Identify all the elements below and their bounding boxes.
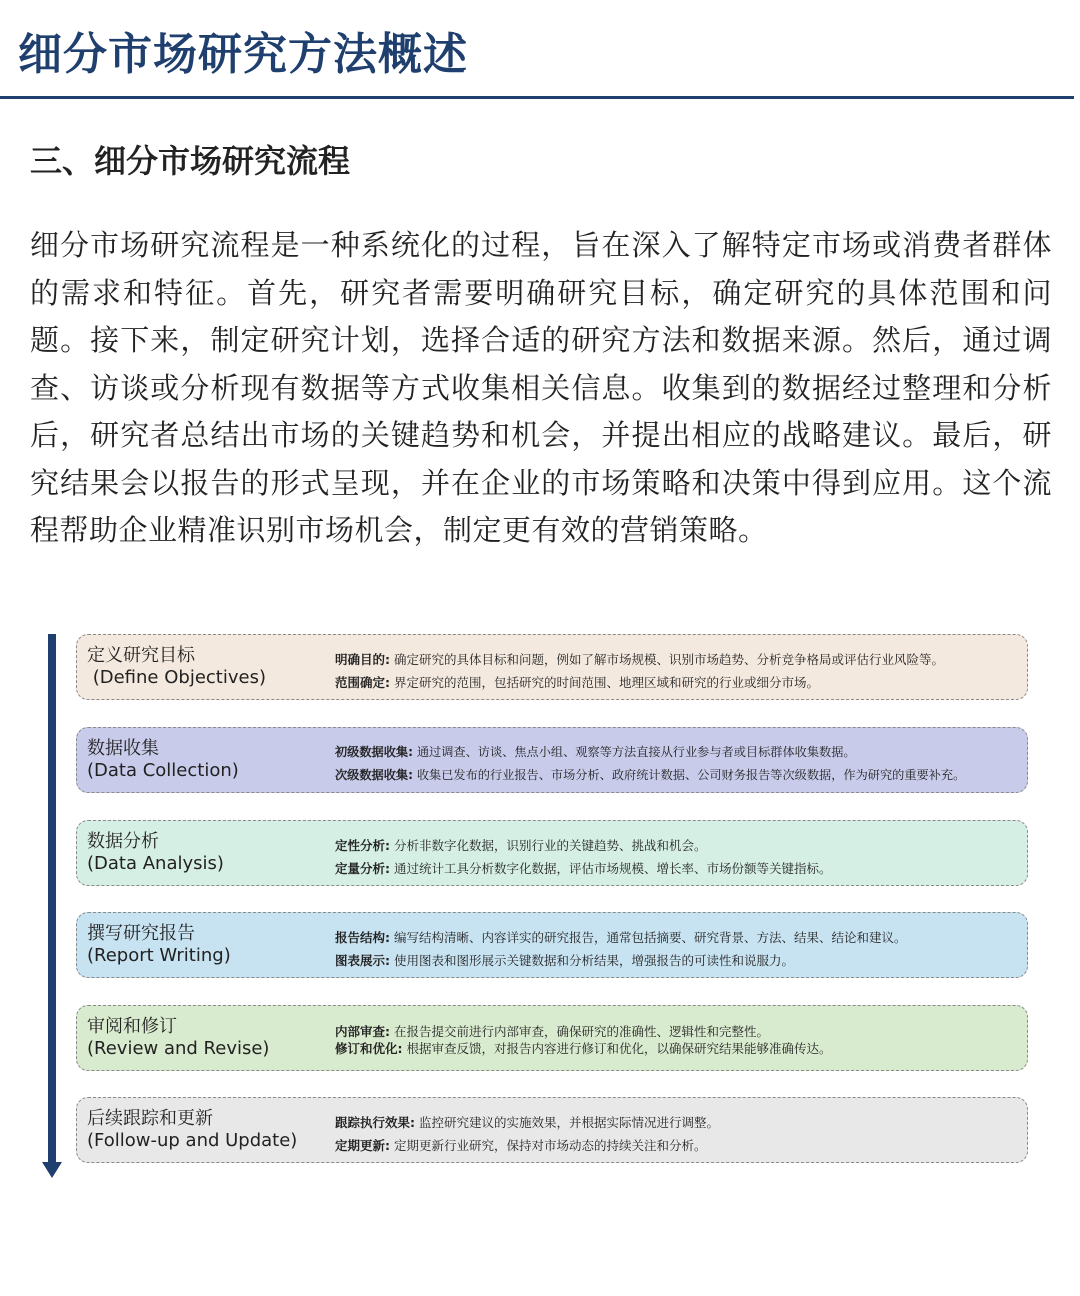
step-data-collection — [76, 727, 1028, 793]
step-title — [87, 831, 224, 875]
step-item — [335, 648, 1019, 671]
step-description — [335, 648, 1019, 694]
step-item — [335, 764, 1019, 787]
step-item — [335, 1134, 1019, 1157]
step-item-label: 范围确定: — [335, 675, 390, 690]
step-item — [335, 834, 1019, 857]
step-item-label: 图表展示: — [335, 953, 390, 968]
step-item-label: 跟踪执行效果: — [335, 1115, 415, 1130]
step-review-revise — [76, 1005, 1028, 1071]
step-title-en: (Data Analysis) — [87, 853, 224, 874]
step-item-text: 编写结构清晰、内容详实的研究报告，通常包括摘要、研究背景、方法、结果、结论和建议。 — [390, 930, 907, 945]
step-title-cn: 审阅和修订 — [87, 1016, 177, 1037]
step-title-cn: 撰写研究报告 — [87, 923, 195, 944]
step-follow-up-update — [76, 1097, 1028, 1163]
step-item-text: 根据审查反馈，对报告内容进行修订和优化，以确保研究结果能够准确传达。 — [402, 1041, 832, 1056]
step-title-cn: 数据分析 — [87, 831, 159, 852]
step-item-text: 定期更新行业研究，保持对市场动态的持续关注和分析。 — [390, 1138, 707, 1153]
step-description — [335, 926, 1019, 972]
step-title — [87, 1108, 297, 1152]
step-item-text: 使用图表和图形展示关键数据和分析结果，增强报告的可读性和说服力。 — [390, 953, 794, 968]
step-define-objectives — [76, 634, 1028, 700]
title-divider — [0, 96, 1074, 99]
step-data-analysis — [76, 820, 1028, 886]
step-item-text: 通过统计工具分析数字化数据，评估市场规模、增长率、市场份额等关键指标。 — [390, 861, 832, 876]
step-item-text: 在报告提交前进行内部审查，确保研究的准确性、逻辑性和完整性。 — [390, 1024, 769, 1039]
step-title — [87, 738, 239, 782]
section-heading: 三、细分市场研究流程 — [30, 142, 351, 180]
step-item-label: 明确目的: — [335, 652, 390, 667]
step-title-cn: 定义研究目标 — [87, 645, 195, 666]
intro-paragraph: 细分市场研究流程是一种系统化的过程，旨在深入了解特定市场或消费者群体的需求和特征。首先，研究者需要明确研究目标，确定研究的具体范围和问题。接下来，制定研究计划，选择合适的研究方法和数据来源。然后，通过调查、访谈或分析现有数据等方式收集相关信息。收集到的数据经过整理和分析后，研究者总结出市场的关键趋势和机会，并提出相应的战略建议。最后，研究结果会以报告的形式呈现，并在企业的市场策略和决策中得到应用。这个流程帮助企业精准识别市场机会，制定更有效的营销策略。 — [30, 228, 1052, 547]
step-item — [335, 1111, 1019, 1134]
step-item-label: 修订和优化: — [335, 1041, 403, 1056]
step-item-label: 定量分析: — [335, 861, 390, 876]
step-item — [335, 741, 1019, 764]
step-item-label: 定性分析: — [335, 838, 390, 853]
step-title-en: (Define Objectives) — [87, 667, 266, 688]
step-title — [87, 645, 266, 689]
step-description — [335, 741, 1019, 787]
step-item-label: 次级数据收集: — [335, 768, 413, 782]
step-item-text: 界定研究的范围，包括研究的时间范围、地理区域和研究的行业或细分市场。 — [390, 675, 819, 690]
step-description — [335, 1111, 1019, 1157]
step-title-en: (Review and Revise) — [87, 1038, 270, 1059]
step-title — [87, 923, 231, 967]
step-title-cn: 数据收集 — [87, 738, 159, 759]
step-title — [87, 1016, 269, 1060]
step-item-label: 定期更新: — [335, 1138, 390, 1153]
step-item — [335, 1040, 1019, 1057]
step-title-en: (Follow-up and Update) — [87, 1130, 298, 1151]
step-report-writing — [76, 912, 1028, 978]
step-title-cn: 后续跟踪和更新 — [87, 1108, 213, 1129]
step-item — [335, 857, 1019, 880]
step-item-text: 确定研究的具体目标和问题，例如了解市场规模、识别市场趋势、分析竞争格局或评估行业风险等。 — [390, 652, 944, 667]
step-title-en: (Report Writing) — [87, 945, 231, 966]
step-description — [335, 834, 1019, 880]
step-item — [335, 949, 1019, 972]
arrow-down-icon — [42, 1162, 62, 1178]
step-item — [335, 926, 1019, 949]
step-item — [335, 671, 1019, 694]
step-item-label: 报告结构: — [335, 930, 390, 945]
step-item — [335, 1023, 1019, 1040]
step-item-label: 初级数据收集: — [335, 745, 413, 759]
step-item-text: 分析非数字化数据，识别行业的关键趋势、挑战和机会。 — [390, 838, 707, 853]
step-item-label: 内部审查: — [335, 1024, 390, 1039]
flow-arrow-shaft — [48, 634, 56, 1164]
step-description — [335, 1023, 1019, 1057]
step-item-text: 收集已发布的行业报告、市场分析、政府统计数据、公司财务报告等次级数据，作为研究的重要补充。 — [413, 768, 966, 782]
step-title-en: (Data Collection) — [87, 760, 239, 781]
step-item-text: 监控研究建议的实施效果，并根据实际情况进行调整。 — [415, 1115, 719, 1130]
step-item-text: 通过调查、访谈、焦点小组、观察等方法直接从行业参与者或目标群体收集数据。 — [413, 745, 856, 759]
page-title: 细分市场研究方法概述 — [18, 29, 468, 80]
